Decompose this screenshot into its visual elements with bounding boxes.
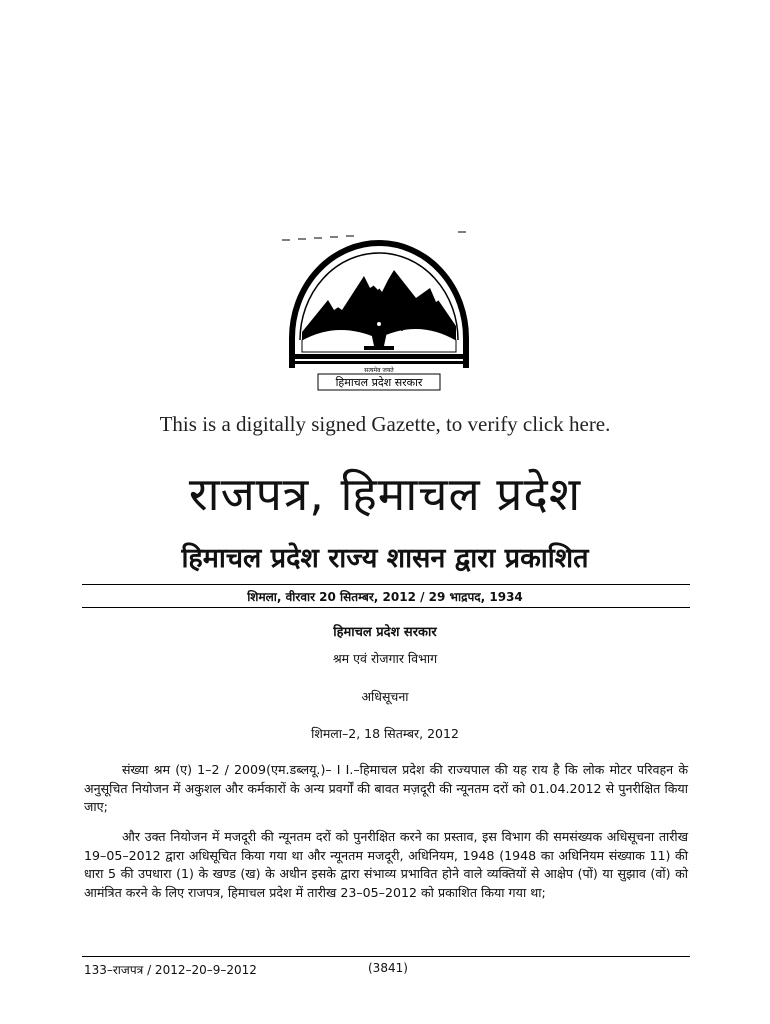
emblem-motto: सत्यमेव जयते — [364, 367, 394, 374]
paragraph-1 — [84, 761, 688, 817]
divider-top — [82, 584, 690, 585]
notice-type: अधिसूचना — [361, 689, 409, 704]
place-date: शिमला–2, 18 सितम्बर, 2012 — [311, 726, 459, 741]
government-name: हिमाचल प्रदेश सरकार — [333, 625, 437, 640]
paragraph-2-text: और उक्त नियोजन में मजदूरी की न्यूनतम दरों को पुनरीक्षित करने का प्रस्ताव, इस विभाग की समसंख्यक अधिसूचना तारीख 19–05–2012 द्वारा अधिसूचित किया गया था और न्यूनतम मजदूरी, अधिनियम, 1948 (1948 का अधिनियम संख्याक 11) की धारा 5 की उपधारा (1) के खण्ड (ख) के अधीन इसके द्वारा संभाव्य प्रभावित होने वाले व्यक्तियों से आक्षेप (पों) या सुझाव (वों) को आमंत्रित करने के लिए राजपत्र, हिमाचल प्रदेश में तारीख 23–05–2012 को प्रकाशित किया गया था; — [84, 829, 688, 900]
gazette-title: राजपत्र, हिमाचल प्रदेश — [188, 467, 582, 521]
gazette-subtitle: हिमाचल प्रदेश राज्य शासन द्वारा प्रकाशित — [181, 543, 589, 574]
verify-signature-link[interactable]: This is a digitally signed Gazette, to verify click here. — [159, 412, 611, 436]
emblem-label: हिमाचल प्रदेश सरकार — [335, 376, 423, 389]
divider-bottom — [82, 607, 690, 608]
page-number: (3841) — [368, 961, 408, 975]
footer-divider — [82, 956, 690, 957]
footer-reference: 133–राजपत्र / 2012–20–9–2012 — [84, 963, 257, 977]
paragraph-2 — [84, 828, 688, 902]
department-name: श्रम एवं रोजगार विभाग — [332, 651, 438, 666]
issue-dateline: शिमला, वीरवार 20 सितम्बर, 2012 / 29 भाद्रपद, 1934 — [247, 590, 523, 604]
state-emblem — [278, 228, 480, 394]
paragraph-1-text: संख्या श्रम (ए) 1–2 / 2009(एम.डब्लयू.)– I I.–हिमाचल प्रदेश की राज्यपाल की यह राय है कि लोक मोटर परिवहन के अनुसूचित नियोजन में अकुशल और कर्मकारों के अन्य प्रवर्गों की बावत मज़दूरी की न्यूनतम दरों को 01.04.2012 से पुनरीक्षित किया जाए; — [84, 762, 688, 815]
